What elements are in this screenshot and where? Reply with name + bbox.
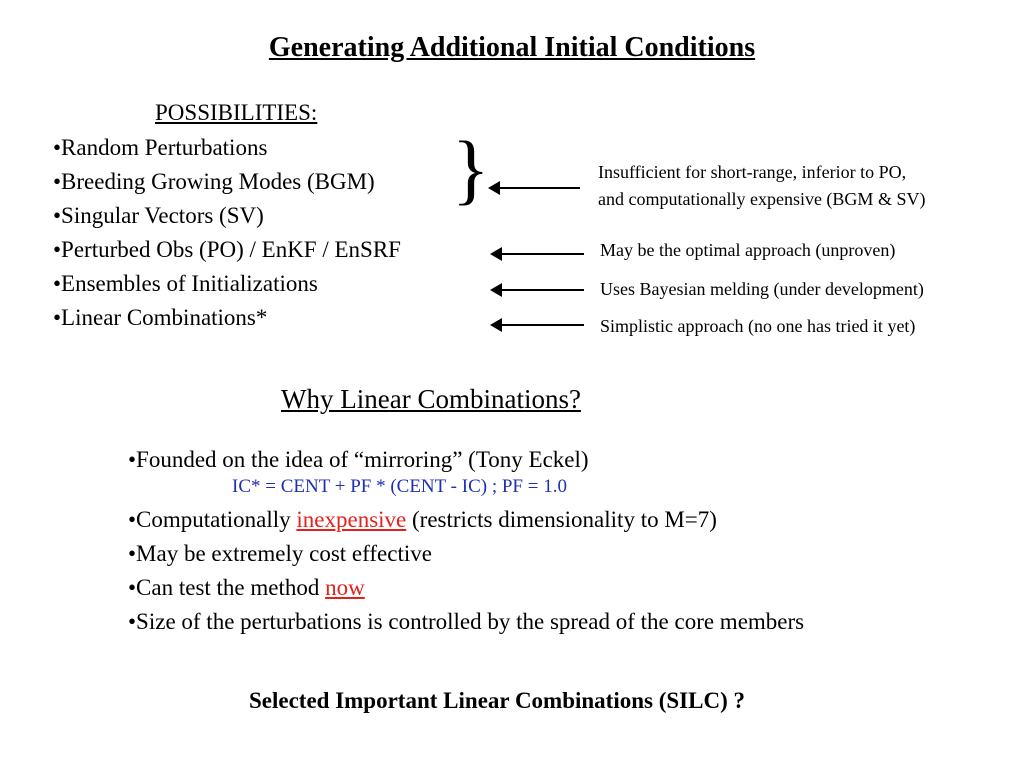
why-item-inexpensive [128, 507, 717, 533]
formula: IC* = CENT + PF * (CENT - IC) ; PF = 1.0 [232, 476, 567, 497]
highlight-now: now [325, 575, 365, 600]
possibility-item-bgm: •Breeding Growing Modes (BGM) [53, 169, 375, 194]
possibility-item-po-enkf: •Perturbed Obs (PO) / EnKF / EnSRF [53, 237, 401, 262]
slide-title: Generating Additional Initial Conditions [268, 32, 756, 63]
possibilities-heading: POSSIBILITIES: [155, 100, 318, 125]
possibility-item-linear-combinations: •Linear Combinations* [53, 305, 268, 330]
why-item-inexpensive-prefix: •Computationally [128, 507, 297, 532]
possibility-item-sv: •Singular Vectors (SV) [53, 203, 264, 228]
why-item-test-now-prefix: •Can test the method [128, 575, 326, 600]
note-bayesian: Uses Bayesian melding (under development) [600, 279, 924, 299]
why-item-cost-effective: •May be extremely cost effective [128, 541, 432, 566]
note-optimal: May be the optimal approach (unproven) [600, 240, 896, 260]
why-item-test-now [128, 575, 365, 601]
arrow-left-icon [492, 324, 584, 326]
arrow-left-icon [490, 187, 580, 189]
note-insufficient-line1: Insufficient for short-range, inferior to PO, [598, 162, 907, 182]
note-simplistic: Simplistic approach (no one has tried it yet) [600, 316, 916, 336]
highlight-inexpensive: inexpensive [296, 507, 407, 532]
conclusion: Selected Important Linear Combinations (SILC) ? [248, 688, 745, 713]
possibility-item-random-perturbations: •Random Perturbations [53, 135, 268, 160]
why-item-spread: •Size of the perturbations is controlled by the spread of the core members [128, 609, 805, 634]
why-item-inexpensive-suffix: (restricts dimensionality to M=7) [406, 507, 717, 532]
possibility-item-ensembles: •Ensembles of Initializations [53, 271, 318, 296]
arrow-left-icon [492, 253, 584, 255]
note-insufficient-line2: and computationally expensive (BGM & SV) [598, 189, 926, 209]
why-heading: Why Linear Combinations? [281, 384, 581, 414]
arrow-left-icon [492, 289, 584, 291]
grouping-brace: } [452, 125, 490, 212]
why-item-mirroring: •Founded on the idea of “mirroring” (Tony Eckel) [128, 447, 589, 472]
